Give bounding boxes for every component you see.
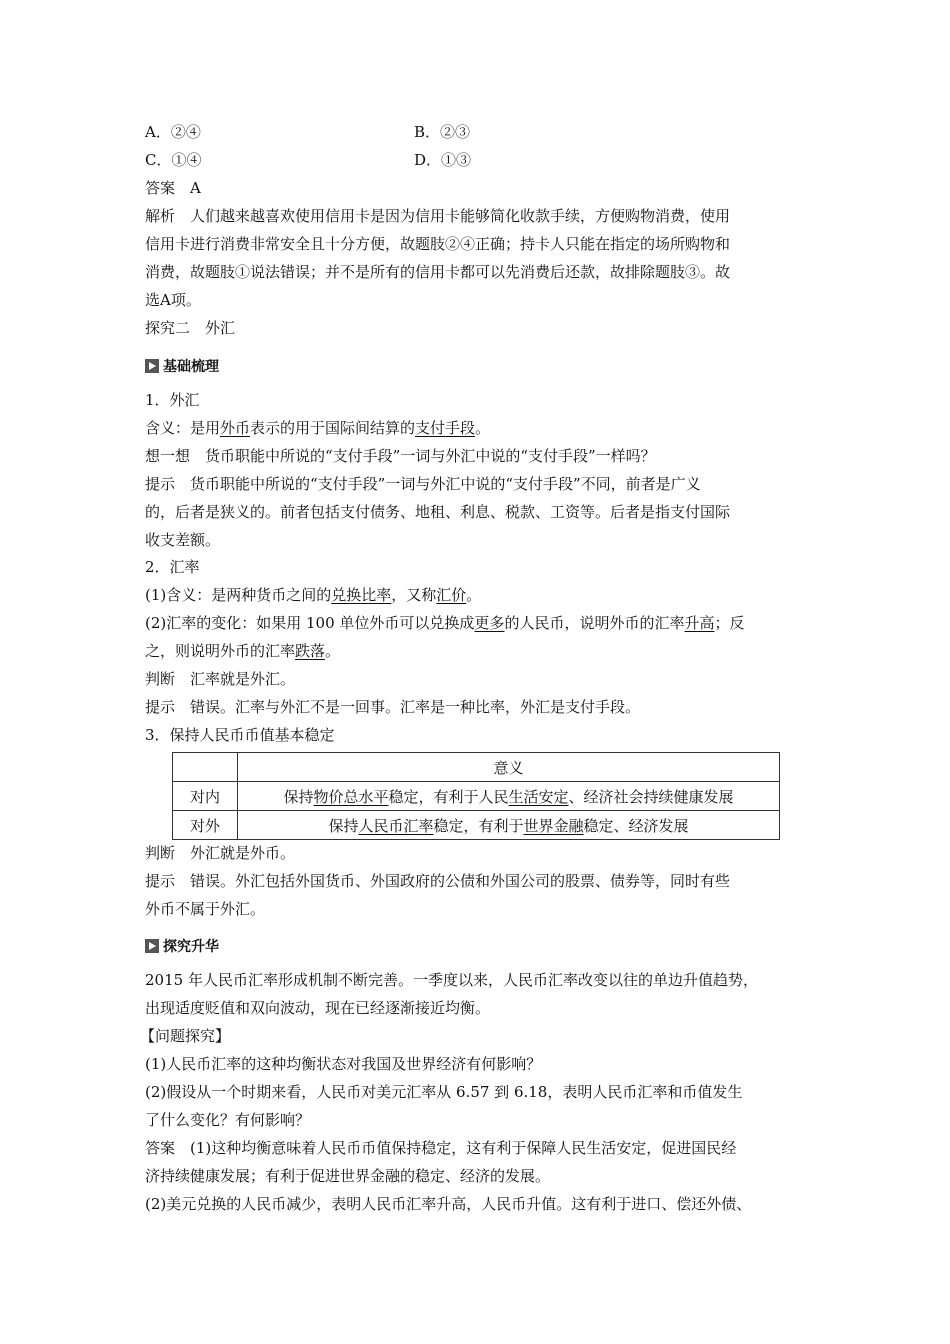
question-line: (2)假设从一个时期来看，人民币对美元汇率从 6.57 到 6.18，表明人民币汇率和币值发生	[145, 1083, 743, 1101]
hint-line: 提示 错误。汇率与外汇不是一回事。汇率是一种比率，外汇是支付手段。	[145, 698, 641, 716]
hint-line: 提示 货币职能中所说的“支付手段”一词与外汇中说的“支付手段”不同，前者是广义	[145, 475, 701, 493]
answer-line: (2)美元兑换的人民币减少，表明人民币汇率升高，人民币升值。这有利于进口、偿还外债、	[145, 1195, 752, 1213]
basics-header	[145, 356, 219, 376]
table-cell: 保持物价总水平稳定，有利于人民生活安定、经济社会持续健康发展	[238, 782, 780, 811]
option-b: B．②③	[414, 123, 471, 141]
judge-line: 判断 外汇就是外币。	[145, 844, 296, 862]
answer-line: 济持续健康发展；有利于促进世界金融的稳定、经济的发展。	[145, 1167, 551, 1185]
table-row-label: 对外	[173, 811, 238, 840]
answer-line: 答案 (1)这种均衡意味着人民币币值保持稳定，这有利于保障人民生活安定，促进国民经	[145, 1139, 737, 1157]
explore-header-label: 探究升华	[163, 939, 219, 955]
item1-definition: 含义：是用外币表示的用于国际间结算的支付手段。	[145, 419, 491, 437]
basics-header-label: 基础梳理	[163, 359, 219, 375]
option-a: A．②④	[145, 123, 201, 141]
explore-header	[145, 936, 219, 956]
triangle-play-icon	[145, 939, 159, 953]
item2-definition: (1)含义：是两种货币之间的兑换比率，又称汇价。	[145, 586, 482, 604]
item1-title: 1．外汇	[145, 391, 200, 409]
question-line: 了什么变化？有何影响？	[145, 1111, 311, 1129]
hint-line: 外币不属于外汇。	[145, 900, 266, 918]
table-corner	[173, 753, 238, 782]
think-question: 想一想 货币职能中所说的“支付手段”一词与外汇中说的“支付手段”一样吗？	[145, 447, 656, 465]
item2-title: 2．汇率	[145, 558, 200, 576]
section-title: 探究二 外汇	[145, 319, 236, 337]
triangle-play-icon	[145, 359, 159, 373]
question-title: 【问题探究】	[140, 1027, 231, 1045]
significance-table	[172, 752, 780, 840]
explore-line: 2015 年人民币汇率形成机制不断完善。一季度以来，人民币汇率改变以往的单边升值趋势，	[145, 971, 758, 989]
analysis-line: 消费，故题肢①说法错误；并不是所有的信用卡都可以先消费后还款，故排除题肢③。故	[145, 263, 731, 281]
analysis-line: 选A项。	[145, 291, 201, 309]
analysis-line: 解析 人们越来越喜欢使用信用卡是因为信用卡能够简化收款手续，方便购物消费，使用	[145, 207, 731, 225]
hint-line: 收支差额。	[145, 531, 221, 549]
table-header: 意义	[238, 753, 780, 782]
hint-line: 的，后者是狭义的。前者包括支付债务、地租、利息、税款、工资等。后者是指支付国际	[145, 503, 731, 521]
hint-line: 提示 错误。外汇包括外国货币、外国政府的公债和外国公司的股票、债券等，同时有些	[145, 872, 731, 890]
item3-title: 3．保持人民币币值基本稳定	[145, 726, 335, 744]
option-d: D．①③	[414, 151, 472, 169]
judge-line: 判断 汇率就是外汇。	[145, 670, 296, 688]
explore-line: 出现适度贬值和双向波动，现在已经逐渐接近均衡。	[145, 999, 491, 1017]
table-cell: 保持人民币汇率稳定，有利于世界金融稳定、经济发展	[238, 811, 780, 840]
option-c: C．①④	[145, 151, 202, 169]
table-row-label: 对内	[173, 782, 238, 811]
item2-change-cont: 之，则说明外币的汇率跌落。	[145, 642, 341, 660]
item2-change: (2)汇率的变化：如果用 100 单位外币可以兑换成更多的人民币，说明外币的汇率升高；反	[145, 614, 745, 632]
answer-line: 答案 A	[145, 179, 201, 197]
question-line: (1)人民币汇率的这种均衡状态对我国及世界经济有何影响？	[145, 1055, 542, 1073]
analysis-line: 信用卡进行消费非常安全且十分方便，故题肢②④正确；持卡人只能在指定的场所购物和	[145, 235, 731, 253]
